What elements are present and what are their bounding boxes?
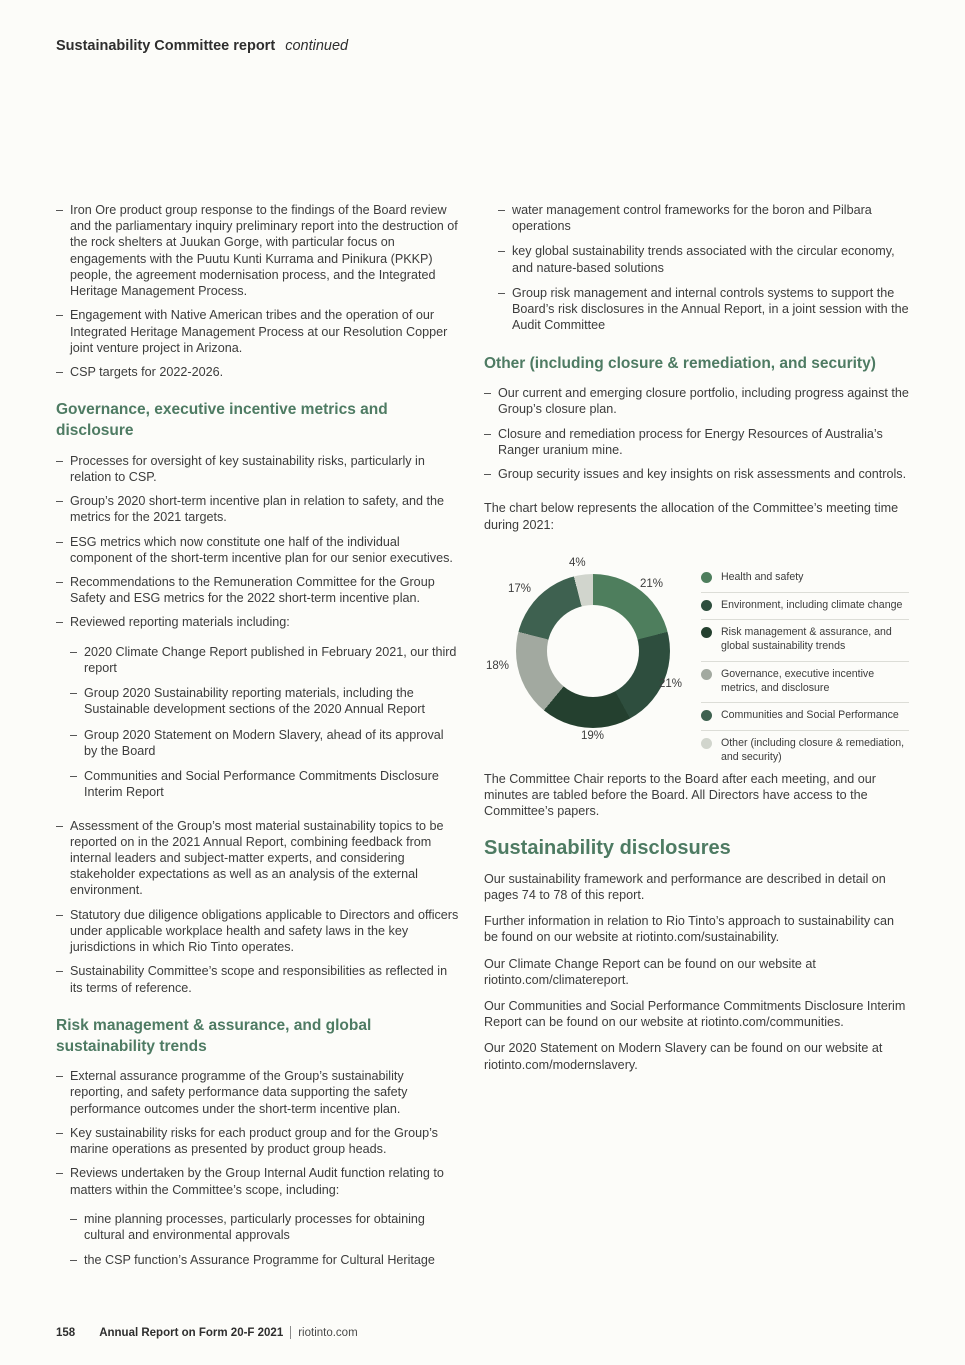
page-header xyxy=(56,38,348,54)
sub-bullet-item: – water management control frameworks for the boron and Pilbara operations xyxy=(498,202,909,234)
bullet-item: – Closure and remediation process for Energy Resources of Australia’s Ranger uranium mine. xyxy=(484,426,909,458)
legend-dot xyxy=(701,669,712,680)
bullet-item: – Statutory due diligence obligations applicable to Directors and officers under applicable workplace health and safety laws in the key jurisdictions in which Rio Tinto operates. xyxy=(56,907,460,956)
sub-bullet-item: – Group 2020 Statement on Modern Slavery, ahead of its approval by the Board xyxy=(70,727,460,759)
footer-divider xyxy=(290,1326,291,1339)
legend-item xyxy=(701,703,909,731)
footer-report-title: Annual Report on Form 20-F 2021 xyxy=(99,1326,284,1339)
sub-bullet-item: – mine planning processes, particularly processes for obtaining cultural and environmental approvals xyxy=(70,1211,460,1243)
page-number: 158 xyxy=(56,1326,76,1339)
risk-bullet-list xyxy=(56,1068,460,1198)
legend-label: Risk management & assurance, and global sustainability trends xyxy=(721,626,892,653)
bullet-item: – Processes for oversight of key sustainability risks, particularly in relation to CSP. xyxy=(56,453,460,485)
page-header-title: Sustainability Committee report xyxy=(56,38,276,54)
bullet-item: – External assurance programme of the Group’s sustainability reporting, and safety performance data supporting the safety performance outcomes under the short-term incentive plan. xyxy=(56,1068,460,1117)
donut-chart xyxy=(516,574,670,728)
legend-label: Other (including closure & remediation, and security) xyxy=(721,737,905,764)
legend-label: Environment, including climate change xyxy=(721,598,903,611)
bullet-item: – Reviews undertaken by the Group Internal Audit function relating to matters within the Committee’s scope, including: xyxy=(56,1165,460,1197)
chart-legend xyxy=(701,565,909,772)
section-heading-risk: Risk management & assurance, and global sustainability trends xyxy=(56,1016,372,1055)
continued-sub-bullet-list xyxy=(498,202,909,334)
legend-item xyxy=(701,731,909,772)
disclosure-paragraph: Our Climate Change Report can be found on our website at riotinto.com/climatereport. xyxy=(484,956,816,987)
bullet-item: – Sustainability Committee’s scope and responsibilities as reflected in its terms of reference. xyxy=(56,963,460,995)
sub-bullet-item: – Communities and Social Performance Commitments Disclosure Interim Report xyxy=(70,768,460,800)
chart-intro-text: The chart below represents the allocation of the Committee’s meeting time during 2021: xyxy=(484,501,899,532)
left-column xyxy=(56,202,460,1285)
governance-bullet-list xyxy=(56,453,460,631)
intro-bullet-list xyxy=(56,202,460,380)
disclosure-paragraph: Our 2020 Statement on Modern Slavery can be found on our website at riotinto.com/modernslavery. xyxy=(484,1041,883,1072)
risk-sub-bullet-list xyxy=(70,1211,460,1269)
page-footer xyxy=(56,1326,358,1339)
slice-label: 18% xyxy=(486,659,510,672)
bullet-item: – Key sustainability risks for each product group and for the Group’s marine operations as presented by product group heads. xyxy=(56,1125,460,1157)
bullet-item: – Recommendations to the Remuneration Committee for the Group Safety and ESG metrics for the 2022 short-term incentive plan. xyxy=(56,574,460,606)
legend-label: Health and safety xyxy=(721,570,804,583)
meeting-time-chart xyxy=(484,553,909,764)
heading-sustainability-disclosures: Sustainability disclosures xyxy=(484,836,731,859)
page-header-continued: continued xyxy=(285,38,349,54)
disclosure-paragraph: Our Communities and Social Performance Commitments Disclosure Interim Report can be found on our website at riotinto.com/communities. xyxy=(484,999,906,1030)
legend-label: Communities and Social Performance xyxy=(721,709,899,722)
sub-bullet-item: – 2020 Climate Change Report published in February 2021, our third report xyxy=(70,644,460,676)
slice-label: 21% xyxy=(640,577,664,590)
other-bullet-list xyxy=(484,385,909,482)
governance-sub-bullet-list xyxy=(70,644,460,801)
legend-item xyxy=(701,662,909,704)
slice-label: 4% xyxy=(569,556,586,569)
sub-bullet-item: – Group risk management and internal controls systems to support the Board’s risk disclosures in the Annual Report, in a joint session with the Audit Committee xyxy=(498,285,909,334)
after-chart-text: The Committee Chair reports to the Board after each meeting, and our minutes are tabled before the Board. All Directors have access to the Committee’s papers. xyxy=(484,771,877,819)
legend-dot xyxy=(701,572,712,583)
bullet-item: – Our current and emerging closure portfolio, including progress against the Group’s closure plan. xyxy=(484,385,909,417)
right-column xyxy=(484,202,909,1285)
legend-item xyxy=(701,593,909,621)
legend-item xyxy=(701,620,909,662)
bullet-item: – Group’s 2020 short-term incentive plan in relation to safety, and the metrics for the 2021 targets. xyxy=(56,493,460,525)
sub-bullet-item: – key global sustainability trends associated with the circular economy, and nature-based solutions xyxy=(498,243,909,275)
sub-bullet-item: – Group 2020 Sustainability reporting materials, including the Sustainable development sections of the 2020 Annual Report xyxy=(70,685,460,717)
sub-bullet-item: – the CSP function’s Assurance Programme for Cultural Heritage xyxy=(70,1252,460,1268)
legend-dot xyxy=(701,627,712,638)
slice-label: 21% xyxy=(659,677,683,690)
disclosure-paragraph: Further information in relation to Rio Tinto’s approach to sustainability can be found on our website at riotinto.com/sustainability. xyxy=(484,914,894,945)
legend-dot xyxy=(701,600,712,611)
slice-label: 17% xyxy=(508,582,532,595)
bullet-item: – Assessment of the Group’s most material sustainability topics to be reported on in the 2021 Annual Report, combining feedback from internal leaders and subject-matter experts, and considering stakeholder expectations as well as an analysis of the external environment. xyxy=(56,818,460,899)
bullet-item: – Reviewed reporting materials including: xyxy=(56,614,460,630)
disclosure-paragraph: Our sustainability framework and performance are described in detail on pages 74 to 78 of this report. xyxy=(484,871,886,902)
governance-bullet-list-2 xyxy=(56,818,460,996)
bullet-item: – Group security issues and key insights on risk assessments and controls. xyxy=(484,466,909,482)
footer-site-url: riotinto.com xyxy=(298,1326,358,1339)
content-columns xyxy=(56,202,909,1285)
legend-item xyxy=(701,565,909,593)
bullet-item: – Iron Ore product group response to the findings of the Board review and the parliamentary inquiry preliminary report into the destruction of the rock shelters at Juukan Gorge, with particular focus on engagements with the Puutu Kunti Kurrama and Pinikura (PKKP) people, the agreement modernisation process, and the Integrated Heritage Management Process. xyxy=(56,202,460,299)
bullet-item: – Engagement with Native American tribes and the operation of our Integrated Heritage Management Process at our Resolution Copper joint venture project in Arizona. xyxy=(56,307,460,356)
bullet-item: – ESG metrics which now constitute one half of the individual component of the short-term incentive plan for our senior executives. xyxy=(56,534,460,566)
legend-dot xyxy=(701,738,712,749)
slice-label: 19% xyxy=(581,729,605,742)
legend-dot xyxy=(701,710,712,721)
section-heading-governance: Governance, executive incentive metrics and disclosure xyxy=(56,401,388,439)
legend-label: Governance, executive incentive metrics, and disclosure xyxy=(721,667,875,694)
section-heading-other: Other (including closure & remediation, and security) xyxy=(484,354,876,372)
bullet-item: – CSP targets for 2022-2026. xyxy=(56,364,460,380)
